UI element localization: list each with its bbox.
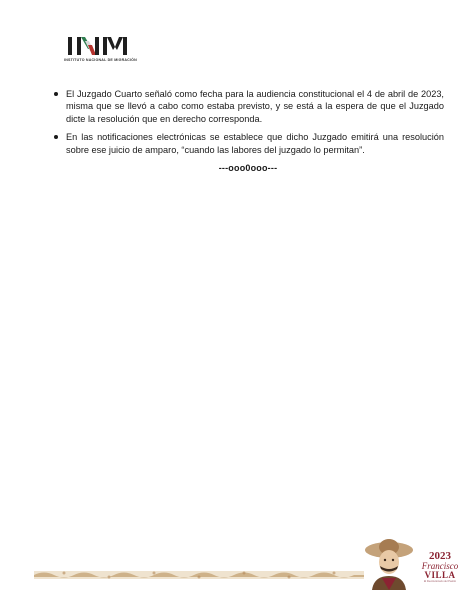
bullet-item: [52, 131, 444, 156]
francisco-villa-portrait-icon: [364, 536, 414, 590]
section-separator: ---ooo0ooo---: [218, 163, 278, 174]
bullet-icon: [54, 135, 58, 139]
inm-logo: [64, 37, 137, 67]
document-body: [52, 88, 444, 174]
brand-surname: VILLA: [424, 570, 456, 580]
institution-name: INSTITUTO NACIONAL DE MIGRACIÓN: [64, 58, 137, 62]
brand-name: Francisco: [421, 561, 459, 571]
bullet-text: En las notificaciones electrónicas se establece que dicho Juzgado emitirá una resolución sobre ese juicio de amparo, “cuando las labores del juzgado lo permitan”.: [66, 132, 444, 155]
brand-tagline: El Revolucionario del Pueblo: [424, 580, 456, 583]
bullet-item: [52, 88, 444, 125]
bullet-text: El Juzgado Cuarto señaló como fecha para la audiencia constitucional el 4 de abril de 2023, misma que se llevó a cabo como estaba previsto, y se está a la espera de que el Juzgado dicte la resolución que en derecho corresponda.: [66, 89, 444, 124]
inm-logo-mark: [68, 37, 128, 55]
bullet-icon: [54, 92, 58, 96]
commemorative-logo: [416, 551, 464, 584]
decorative-band: [34, 568, 364, 582]
brand-year: 2023: [429, 550, 451, 562]
